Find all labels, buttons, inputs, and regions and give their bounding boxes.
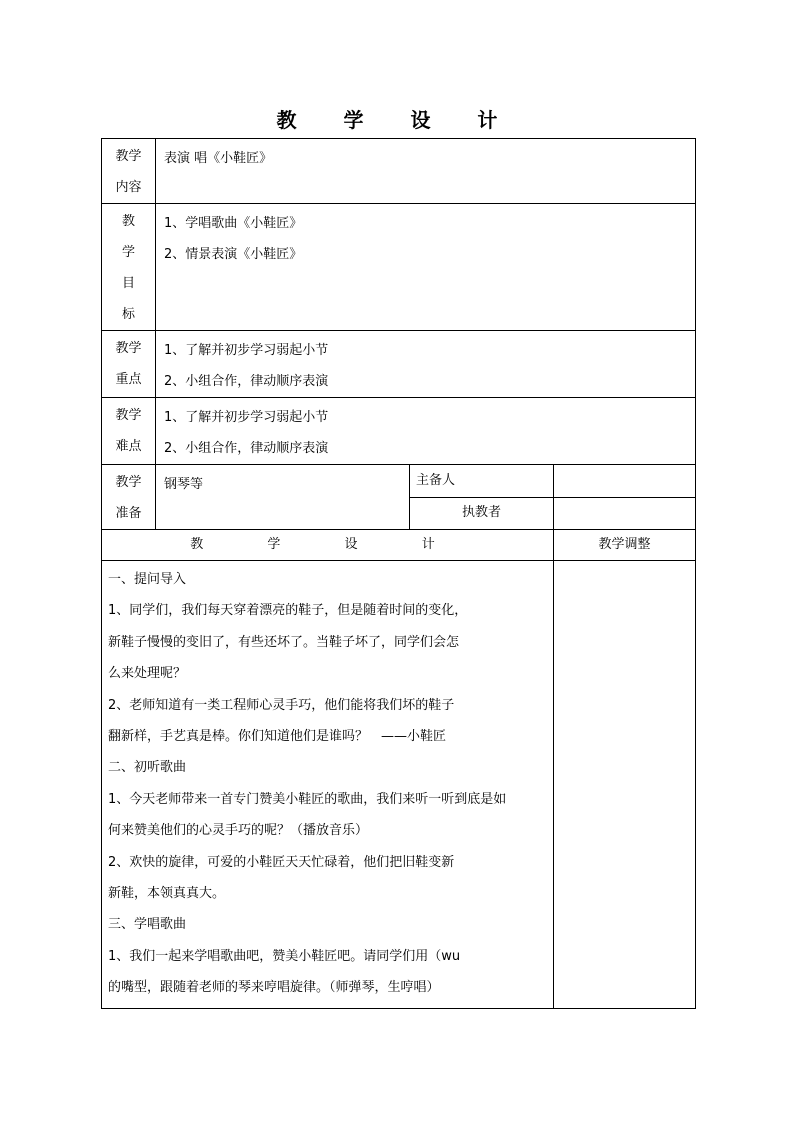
goal-item: 2、情景表演《小鞋匠》 [164,247,303,262]
design-line: 2、老师知道有一类工程师心灵手巧，他们能将我们坏的鞋子 [108,697,455,713]
design-line: 新鞋，本领真真大。 [108,886,226,902]
teaching-content-value: 表演 唱《小鞋匠》 [156,139,696,204]
design-line: 1、我们一起来学唱歌曲吧，赞美小鞋匠吧。请同学们用（wu [108,948,461,964]
difficulty-item: 1、了解并初步学习弱起小节 [164,410,329,425]
design-line: 2、欢快的旋律，可爱的小鞋匠天天忙碌着，他们把旧鞋变新 [108,854,455,870]
design-line: 三、学唱歌曲 [108,917,187,933]
document-title: 教 学 设 计 [276,108,518,132]
label-teaching-goals: 教 学 目 标 [102,204,156,331]
preparer-label: 主备人 [410,465,554,498]
row-design-header [102,530,696,561]
design-header: 教 学 设 计 [102,530,554,561]
design-line: 的嘴型，跟随着老师的琴来哼唱旋律。（师弹琴，生哼唱） [108,980,440,996]
row-difficulties [102,398,696,465]
label-difficulties: 教学 难点 [102,398,156,465]
goal-item: 1、学唱歌曲《小鞋匠》 [164,216,303,231]
preparer-value [554,465,696,498]
design-line: 1、同学们，我们每天穿着漂亮的鞋子，但是随着时间的变化， [108,603,468,619]
row-design-content [102,561,696,1009]
label-teaching-content: 教学 内容 [102,139,156,204]
key-point-item: 1、了解并初步学习弱起小节 [164,343,329,358]
teaching-goals-value [156,204,696,331]
design-line: 二、初听歌曲 [108,760,187,776]
key-point-item: 2、小组合作，律动顺序表演 [164,374,329,389]
design-line: 1、今天老师带来一首专门赞美小鞋匠的歌曲，我们来听一听到底是如 [108,791,507,807]
key-points-value [156,331,696,398]
design-content [102,561,554,1009]
design-line: 一、提问导入 [108,572,187,587]
preparation-value: 钢琴等 [156,465,410,530]
design-line: 何来赞美他们的心灵手巧的呢？（播放音乐） [108,823,369,839]
design-line: 新鞋子慢慢的变旧了，有些还坏了。当鞋子坏了，同学们会怎 [108,634,460,650]
lesson-plan-table [101,138,696,1009]
difficulties-value [156,398,696,465]
row-teaching-goals [102,204,696,331]
adjust-header: 教学调整 [554,530,696,561]
difficulty-item: 2、小组合作，律动顺序表演 [164,441,329,456]
teacher-label: 执教者 [410,497,554,530]
adjust-content [554,561,696,1009]
design-line: 翻新样，手艺真是棒。你们知道他们是谁吗？ ——小鞋匠 [108,729,447,745]
row-preparation [102,465,696,498]
teacher-value [554,497,696,530]
design-line: 么来处理呢？ [108,666,187,682]
label-preparation: 教学 准备 [102,465,156,530]
row-key-points [102,331,696,398]
label-key-points: 教学 重点 [102,331,156,398]
row-teaching-content [102,139,696,204]
